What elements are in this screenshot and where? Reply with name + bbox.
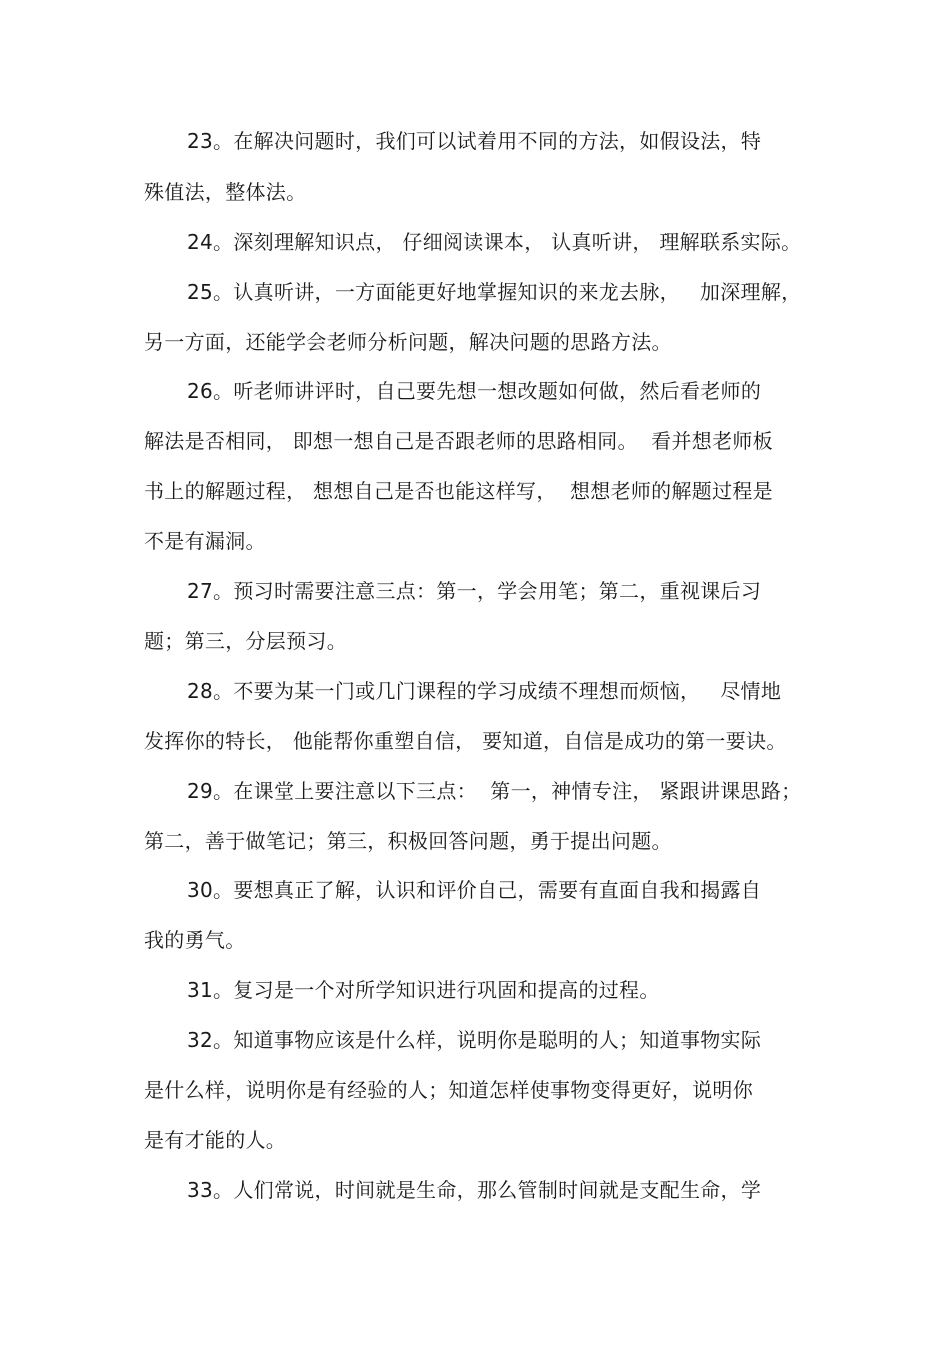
text-line: 28。不要为某一门或几门课程的学习成绩不理想而烦恼， 尽情地 bbox=[187, 679, 782, 703]
text-line: 我的勇气。 bbox=[144, 928, 246, 952]
text-line: 发挥你的特长， 他能帮你重塑自信， 要知道，自信是成功的第一要诀。 bbox=[144, 729, 787, 753]
text-line: 不是有漏洞。 bbox=[144, 529, 266, 553]
text-line: 32。知道事物应该是什么样，说明你是聪明的人；知道事物实际 bbox=[187, 1028, 762, 1052]
text-line: 24。深刻理解知识点， 仔细阅读课本， 认真听讲， 理解联系实际。 bbox=[187, 230, 802, 254]
text-line: 殊值法，整体法。 bbox=[144, 180, 307, 204]
text-line: 另一方面，还能学会老师分析问题，解决问题的思路方法。 bbox=[144, 330, 672, 354]
text-line: 30。要想真正了解，认识和评价自己，需要有直面自我和揭露自 bbox=[187, 878, 762, 902]
text-line: 27。预习时需要注意三点：第一，学会用笔；第二，重视课后习 bbox=[187, 579, 762, 603]
text-line: 书上的解题过程， 想想自己是否也能这样写， 想想老师的解题过程是 bbox=[144, 479, 773, 503]
text-line: 是有才能的人。 bbox=[144, 1128, 287, 1152]
text-line: 25。认真听讲，一方面能更好地掌握知识的来龙去脉， 加深理解， bbox=[187, 280, 802, 304]
text-line: 33。人们常说，时间就是生命，那么管制时间就是支配生命，学 bbox=[187, 1178, 762, 1202]
text-line: 解法是否相同， 即想一想自己是否跟老师的思路相同。 看并想老师板 bbox=[144, 429, 773, 453]
text-line: 23。在解决问题时，我们可以试着用不同的方法，如假设法，特 bbox=[187, 129, 762, 153]
text-line: 26。听老师讲评时，自己要先想一想改题如何做，然后看老师的 bbox=[187, 379, 762, 403]
text-line: 第二，善于做笔记；第三，积极回答问题，勇于提出问题。 bbox=[144, 829, 672, 853]
text-line: 是什么样，说明你是有经验的人；知道怎样使事物变得更好，说明你 bbox=[144, 1078, 753, 1102]
text-line: 29。在课堂上要注意以下三点： 第一，神情专注， 紧跟讲课思路； bbox=[187, 779, 802, 803]
text-line: 31。复习是一个对所学知识进行巩固和提高的过程。 bbox=[187, 978, 660, 1002]
text-line: 题；第三，分层预习。 bbox=[144, 629, 347, 653]
